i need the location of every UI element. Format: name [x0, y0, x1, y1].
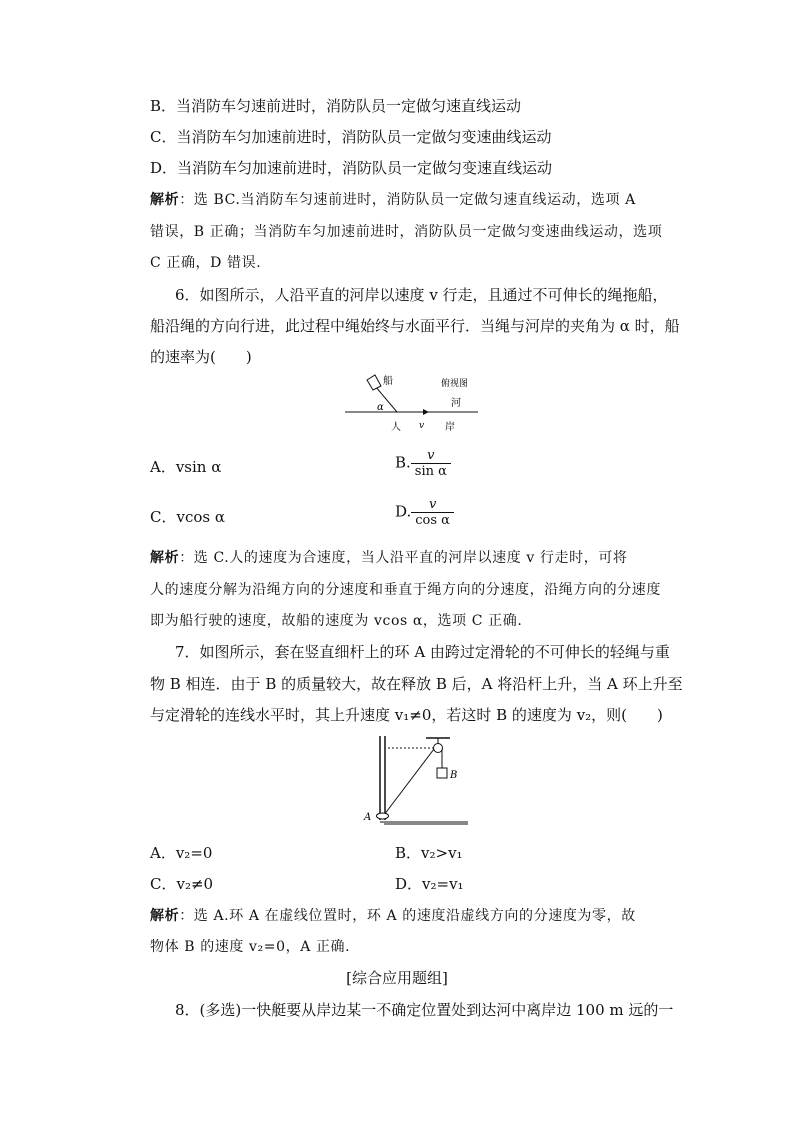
q7-option-a: A．v₂=0 [150, 844, 213, 862]
fraction-denominator: cos α [411, 512, 454, 528]
velocity-arrowhead [423, 409, 429, 415]
solution-text: ：选 A.环 A 在虚线位置时，环 A 的速度沿虚线方向的分速度为零，故 [179, 908, 636, 924]
q6-stem-line-2: 船沿绳的方向行进，此过程中绳始终与水面平行．当绳与河岸的夹角为 α 时，船 [150, 317, 680, 335]
solution-text: ：选 C.人的速度为合速度，当人沿平直的河岸以速度 v 行走时，可将 [179, 550, 628, 566]
fraction [411, 497, 454, 528]
label-a: A [364, 812, 372, 823]
bank-label: 岸 [445, 422, 455, 433]
weight-b [437, 768, 447, 778]
q6-river-figure [345, 372, 485, 438]
option-letter: D. [395, 502, 412, 521]
q7-solution-line-2: 物体 B 的速度 v₂=0，A 正确. [150, 939, 351, 955]
q6-stem-line-3: 的速率为( ) [150, 348, 252, 366]
q5-option-b: B．当消防车匀速前进时，消防队员一定做匀速直线运动 [150, 97, 522, 115]
q5-solution-line-2: 错误，B 正确；当消防车匀加速前进时，消防队员一定做匀变速曲线运动，选项 [150, 224, 663, 240]
q7-pulley-figure [362, 734, 472, 830]
q7-option-d: D．v₂=v₁ [395, 875, 464, 893]
q6-solution-line-1 [150, 548, 628, 568]
option-letter: B. [395, 453, 411, 472]
fraction-denominator: sin α [411, 463, 451, 479]
q5-option-c: C．当消防车匀加速前进时，消防队员一定做匀变速曲线运动 [150, 128, 552, 146]
river-label: 河 [451, 398, 461, 409]
q6-option-a: A．vsin α [150, 458, 222, 476]
person-label: 人 [391, 422, 401, 433]
rope-line [384, 749, 434, 815]
solution-label: 解析 [150, 550, 180, 566]
q5-solution-line-1 [150, 190, 636, 210]
q8-stem-line-1: 8．(多选)一快艇要从岸边某一不确定位置处到达河中离岸边 100 m 远的一 [175, 1001, 674, 1019]
section-title: [综合应用题组] [346, 969, 448, 987]
boat-label: 船 [383, 376, 393, 387]
q5-solution-line-3: C 正确，D 错误. [150, 255, 262, 271]
solution-label: 解析 [150, 908, 180, 924]
fraction [411, 448, 451, 479]
q7-stem-line-2: 物 B 相连．由于 B 的质量较大，故在释放 B 后，A 将沿杆上升，当 A 环上升至 [150, 675, 683, 693]
boat-shape [367, 375, 381, 390]
fraction-numerator: v [427, 448, 435, 463]
alpha-label: α [377, 402, 384, 413]
q5-option-d: D．当消防车匀加速前进时，消防队员一定做匀变速直线运动 [150, 159, 553, 177]
label-b: B [450, 770, 458, 781]
q7-stem-line-3: 与定滑轮的连线水平时，其上升速度 v₁≠0，若这时 B 的速度为 v₂，则( ) [150, 706, 663, 724]
solution-text: ：选 BC.当消防车匀速前进时，消防队员一定做匀速直线运动，选项 A [179, 192, 636, 208]
v-label: v [419, 421, 425, 431]
q6-solution-line-3: 即为船行驶的速度，故船的速度为 vcos α，选项 C 正确. [150, 613, 523, 629]
q6-option-b [395, 448, 451, 479]
fraction-numerator: v [428, 497, 437, 512]
q6-stem-line-1: 6．如图所示，人沿平直的河岸以速度 v 行走，且通过不可伸长的绳拖船， [175, 286, 668, 304]
ring-a [377, 813, 389, 819]
solution-label: 解析 [150, 192, 180, 208]
q7-option-c: C．v₂≠0 [150, 875, 214, 893]
q6-option-c: C．vcos α [150, 508, 225, 526]
q7-stem-line-1: 7．如图所示，套在竖直细杆上的环 A 由跨过定滑轮的不可伸长的轻绳与重 [175, 643, 670, 661]
pulley-wheel [434, 744, 443, 753]
q7-solution-line-1 [150, 906, 636, 926]
q6-option-d [395, 497, 454, 528]
q7-option-b: B．v₂>v₁ [395, 844, 463, 862]
view-label: 俯视图 [441, 379, 469, 389]
q6-solution-line-2: 人的速度分解为沿绳方向的分速度和垂直于绳方向的分速度，沿绳方向的分速度 [150, 582, 661, 598]
